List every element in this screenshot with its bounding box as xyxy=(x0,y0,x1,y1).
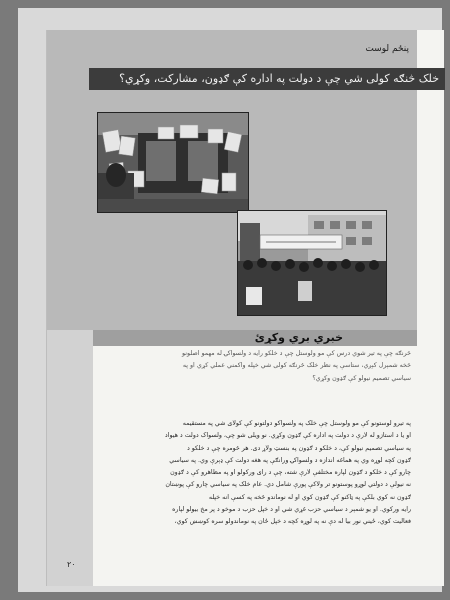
margin-band xyxy=(47,330,93,586)
lesson-title-bar xyxy=(89,68,445,90)
body-line: ګډون نه کوي بلکې په ټاکنو کې ګډون کوي او له نوماندو څخه په کسې انه خپله xyxy=(208,493,411,501)
body-line: چارو کې د خلکو د ګډون لپاره مختلفې لارې شته، چې د رای ورکولو او په مظاهرو کې د ګډون xyxy=(170,469,411,477)
body-line: او یا د استازو له لارې د دولت په اداره کې ګډون وکړي. نو ویلی شو چې، ولسواک دولت د هیواد xyxy=(164,432,411,440)
demonstration-photo xyxy=(237,210,387,316)
lead-line: څرنګه چې په تیر شوي درس کې مو ولوستل چې د خلکو رایه د ولسواکۍ له مهمو اصلونو xyxy=(182,350,411,357)
lesson-label: پنځم لوست xyxy=(365,44,409,54)
body-line: نه نیولې د دولتي لوړو پوستونو تر ولاکې پورې شامل دي. عام خلک په سیاسي چارو کې پوښتان xyxy=(165,481,411,489)
newspaper-stall-image xyxy=(98,113,249,213)
page-number: ۲۰ xyxy=(67,560,76,569)
body-line: ګډون کچه لوړه وي په هماغه اندازه د ولسواکۍ ورانګې په هغه دولت کې ډېرې وي. په سیاسي xyxy=(169,456,411,464)
body-line: په سیاسي تصمیم نیولو کې، د خلکو د ګډون په بنسټ ولاړ دی. هر څومره چې د خلکو د xyxy=(187,444,411,452)
newspaper-stall-photo xyxy=(97,112,249,213)
demonstration-image xyxy=(238,211,387,316)
section-heading: خبري بري وکړئ xyxy=(254,331,343,344)
section-heading-bar xyxy=(93,330,417,346)
lesson-title: خلک څنګه کولی شي چې د دولت په اداره کې ګډون، مشارکت، وکړي؟ xyxy=(119,72,439,85)
lead-line: سیاسي تصمیم نیولو کې ګډون وکړي؟ xyxy=(312,374,411,382)
textbook-page xyxy=(46,30,444,586)
lead-line: څخه شمېرل کېږي، ستاسې په نظر خلک څرنګه کولی شي خپله واکمني عملي کړي او په xyxy=(182,362,411,370)
body-line: په تیرو لوستونو کې مو ولوستل چې خلک په ولسواکو دولتونو کې کولای شي په مستقیمه xyxy=(182,420,411,427)
body-line: فعالیت کوي، ځیني نور بیا له دې نه په لوړه کچه د خپل ځان په نوماندولو سره کوښښ کوي، xyxy=(174,518,411,526)
body-line: رایه ورکوي. او یو شمېر د سیاسي حزب غړي شي او د خپل حزب د موخو د پر مخ بیولو لپاره xyxy=(172,506,411,514)
book-background xyxy=(18,8,442,592)
lesson-header xyxy=(47,30,417,68)
body-paragraph xyxy=(99,418,411,529)
lead-paragraph xyxy=(99,348,411,385)
